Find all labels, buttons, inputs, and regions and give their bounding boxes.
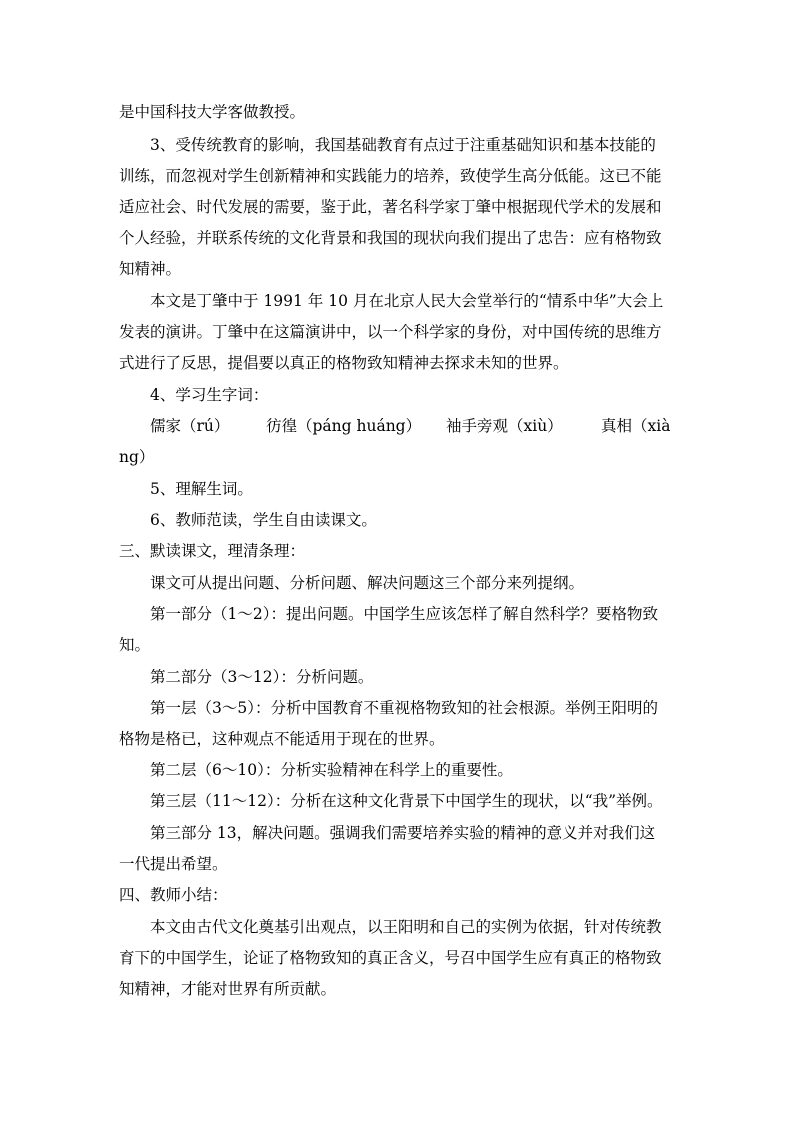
text-line: 5、理解生词。 [150,480,253,498]
vocab-word: 真相（xià [601,417,671,435]
text-line: 第二部分（3～12）：分析问题。 [150,668,374,686]
vocab-word: 儒家（rú） [150,417,230,435]
text-line: 课文可从提出问题、分析问题、解决问题这三个部分来列提纲。 [150,574,585,592]
text-line: 知。 [119,636,151,654]
text-line: 是中国科技大学客做教授。 [119,103,306,121]
text-line: 第三层（11～12）：分析在这种文化背景下中国学生的现状，以“我”举例。 [150,792,663,810]
text-line: 一代提出希望。 [119,855,228,873]
text-line: 4、学习生字词： [150,386,269,404]
vocab-word: 彷徨（páng huáng） [266,417,422,435]
text-line: 第二层（6～10）：分析实验精神在科学上的重要性。 [150,761,513,779]
text-line: 3、受传统教育的影响，我国基础教育有点过于注重基础知识和基本技能的 [150,136,656,154]
text-line: 适应社会、时代发展的需要，鉴于此，著名科学家丁肇中根据现代学术的发展和 [119,198,662,216]
text-line: 发表的演讲。丁肇中在这篇演讲中，以一个科学家的身份，对中国传统的思维方 [119,323,662,341]
text-line: 知精神，才能对世界有所贡献。 [119,980,337,998]
text-line: 知精神。 [119,260,182,278]
section-heading: 四、教师小结： [119,886,228,904]
text-line: 第一部分（1～2）：提出问题。中国学生应该怎样了解自然科学？要格物致 [150,605,658,623]
text-line: 6、教师范读，学生自由读课文。 [150,511,377,529]
text-line: ng） [119,448,155,466]
text-line: 格物是格已，这种观点不能适用于现在的世界。 [119,730,445,748]
text-line: 本文由古代文化奠基引出观点，以王阳明和自己的实例为依据，针对传统教 [150,918,662,936]
vocab-word: 袖手旁观（xiù） [446,417,563,435]
text-line: 个人经验，并联系传统的文化背景和我国的现状向我们提出了忠告：应有格物致 [119,229,662,247]
text-line: 训练，而忽视对学生创新精神和实践能力的培养，致使学生高分低能。这已不能 [119,167,662,185]
text-line: 第一层（3～5）：分析中国教育不重视格物致知的社会根源。举例王阳明的 [150,699,658,717]
text-line: 第三部分 13，解决问题。强调我们需要培养实验的精神的意义并对我们这 [150,824,656,842]
text-line: 育下的中国学生，论证了格物致知的真正含义，号召中国学生应有真正的格物致 [119,949,662,967]
section-heading: 三、默读课文，理清条理： [119,542,306,560]
text-line: 本文是丁肇中于 1991 年 10 月在北京人民大会堂举行的“情系中华”大会上 [150,292,664,310]
text-line: 式进行了反思，提倡要以真正的格物致知精神去探求未知的世界。 [119,354,569,372]
